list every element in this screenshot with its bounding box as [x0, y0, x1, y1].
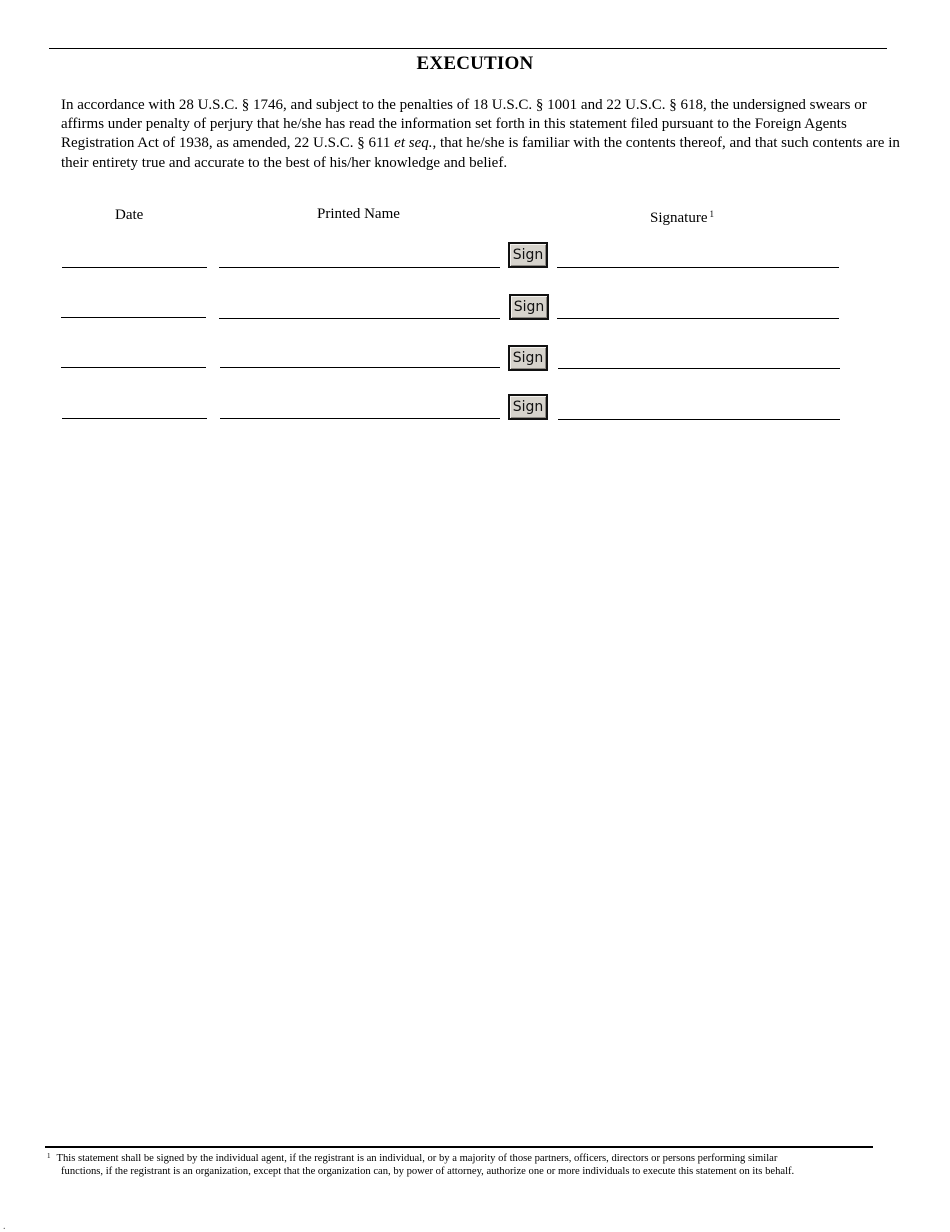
- statement-text-1: In accordance with 28 U.S.C. § 1746, and subject to the penalties of 18 U.S.C. § 1001 and 22 U.S.C. § 618, the undersigned swears or affirms under penalty of perjury that he/she has read the information set forth in this statement filed pursuant to the Foreign Agents Registration Act of 1938, as amended, 22 U.S.C. § 611: [61, 97, 867, 152]
- statement-text-2: , that he/she is familiar with the contents thereof, and that such contents are in their entirety true and accurate to the best of his/her knowledge and belief.: [61, 135, 900, 171]
- date-field-3[interactable]: [61, 367, 206, 368]
- sign-button-4[interactable]: Sign: [508, 394, 548, 420]
- footnote-mark: 1: [47, 1152, 51, 1160]
- top-rule: [49, 48, 887, 49]
- column-header-printed-name: Printed Name: [317, 206, 400, 222]
- page-mark: .: [3, 1221, 6, 1232]
- sign-button-3[interactable]: Sign: [508, 345, 548, 371]
- column-header-signature: [650, 209, 714, 227]
- signature-header-label: Signature: [650, 210, 708, 226]
- date-field-2[interactable]: [61, 317, 206, 318]
- footnote-rule: [45, 1146, 873, 1148]
- footnote-reference: 1: [709, 209, 714, 219]
- section-title: EXECUTION: [416, 53, 534, 74]
- footnote-line-2: functions, if the registrant is an organization, except that the organization can, by power of attorney, authorize one or more individuals to execute this statement on its behalf.: [61, 1166, 795, 1177]
- statement-italic: et seq.: [394, 135, 433, 152]
- column-header-date: Date: [115, 207, 144, 223]
- printed-name-field-3[interactable]: [220, 367, 500, 368]
- footnote-line-1: This statement shall be signed by the individual agent, if the registrant is an individual, or by a majority of those partners, officers, directors or persons performing similar: [56, 1153, 778, 1164]
- printed-name-field-1[interactable]: [219, 267, 500, 268]
- date-field-1[interactable]: [62, 267, 207, 268]
- execution-statement: [61, 96, 906, 173]
- sign-button-1[interactable]: Sign: [508, 242, 548, 268]
- printed-name-field-2[interactable]: [219, 318, 500, 319]
- printed-name-field-4[interactable]: [220, 418, 500, 419]
- signature-field-3[interactable]: [558, 368, 840, 369]
- signature-field-4[interactable]: [558, 419, 840, 420]
- footnote: [47, 1150, 887, 1178]
- sign-button-2[interactable]: Sign: [509, 294, 549, 320]
- signature-field-2[interactable]: [557, 318, 839, 319]
- date-field-4[interactable]: [62, 418, 207, 419]
- signature-field-1[interactable]: [557, 267, 839, 268]
